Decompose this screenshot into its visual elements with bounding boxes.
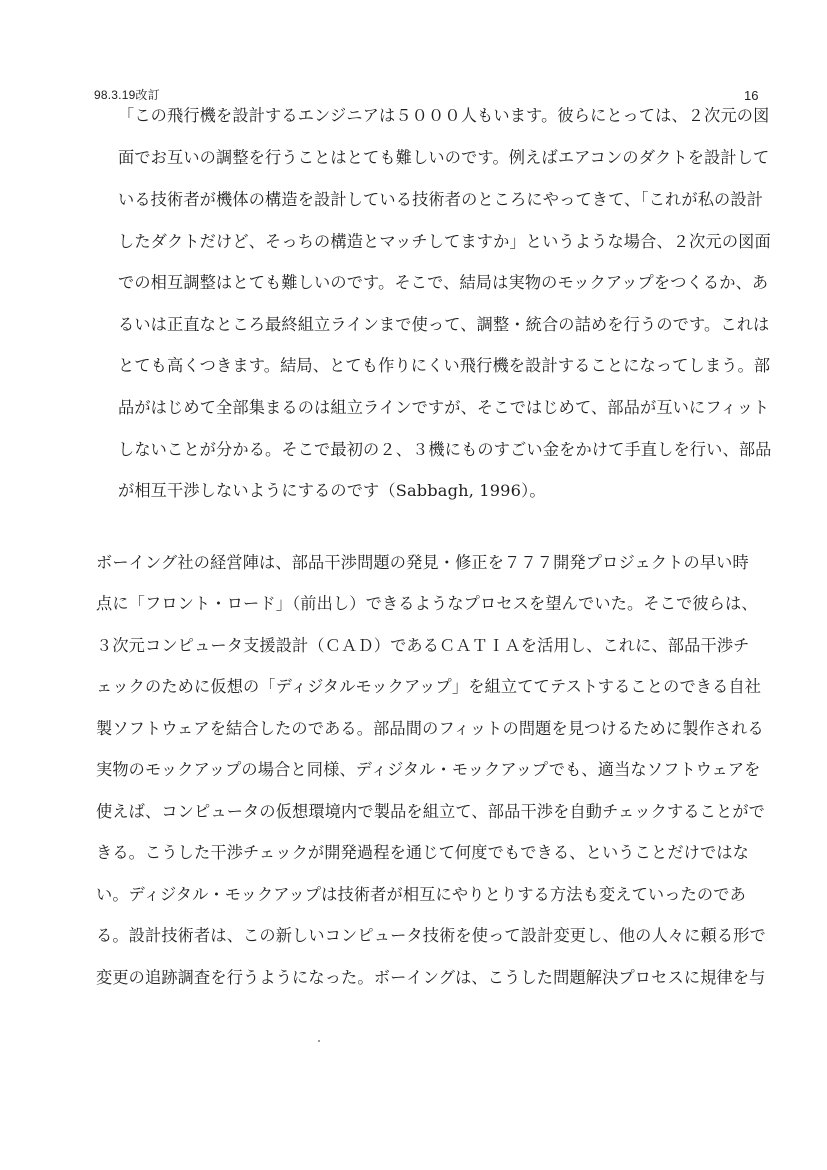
text-line: とても高くつきます。結局、とても作りにくい飛行機を設計することになってしまう。部 [118, 356, 771, 375]
text-line: 製ソフトウェアを結合したのである。部品間のフィットの問題を見つけるために製作される [96, 719, 764, 738]
text-line: る。設計技術者は、この新しいコンピュータ技術を使って設計変更し、他の人々に頼る形で [96, 926, 766, 945]
text-line: い。ディジタル・モックアップは技術者が相互にやりとりする方法も変えていったのであ [96, 885, 746, 904]
text-line: ボーイング社の経営陣は、部品干渉問題の発見・修正を７７７開発プロジェクトの早い時 [96, 553, 749, 572]
text-line: るいは正直なところ最終組立ラインまで使って、調整・統合の詰めを行うのです。これは [118, 315, 770, 334]
text-line: しないことが分かる。そこで最初の２、３機にものすごい金をかけて手直しを行い、部品 [118, 440, 772, 459]
text-line: ェックのために仮想の「ディジタルモックアップ」を組立ててテストすることのできる自社 [96, 677, 762, 696]
text-line: が相互干渉しないようにするのです（Sabbagh, 1996）。 [118, 481, 546, 500]
text-line: 使えば、コンピュータの仮想環境内で製品を組立て、部品干渉を自動チェックすることがで [96, 802, 766, 821]
text-line: きる。こうした干渉チェックが開発過程を通じて何度でもできる、ということだけではな [96, 843, 750, 862]
text-line: 実物のモックアップの場合と同様、ディジタル・モックアップでも、適当なソフトウェアを [96, 760, 761, 779]
text-line: での相互調整はとても難しいのです。そこで、結局は実物のモックアップをつくるか、あ [118, 273, 769, 292]
text-line: 点に「フロント・ロード」（前出し）できるようなプロセスを望んでいた。そこで彼らは、 [96, 594, 758, 613]
text-line: したダクトだけど、そっちの構造とマッチしてますか」というような場合、２次元の図面 [118, 232, 771, 251]
text-line: 変更の追跡調査を行うようになった。ボーイングは、こうした問題解決プロセスに規律を与 [96, 968, 766, 987]
text-line: いる技術者が機体の構造を設計している技術者のところにやってきて、「これが私の設計 [118, 190, 764, 209]
page-number: 16 [744, 88, 759, 103]
text-line: 「この飛行機を設計するエンジニアは５０００人もいます。彼らにとっては、２次元の図 [118, 106, 770, 125]
revision-label: 98.3.19改訂 [94, 88, 160, 102]
text-line: 品がはじめて全部集まるのは組立ラインですが、そこではじめて、部品が互いにフィット [118, 398, 770, 417]
scan-speck [318, 1040, 320, 1042]
text-line: ３次元コンピュータ支援設計（ＣＡＤ）であるＣＡＴＩＡを活用し、これに、部品干渉チ [96, 636, 750, 655]
text-line: 面でお互いの調整を行うことはとても難しいのです。例えばエアコンのダクトを設計して [118, 148, 770, 167]
